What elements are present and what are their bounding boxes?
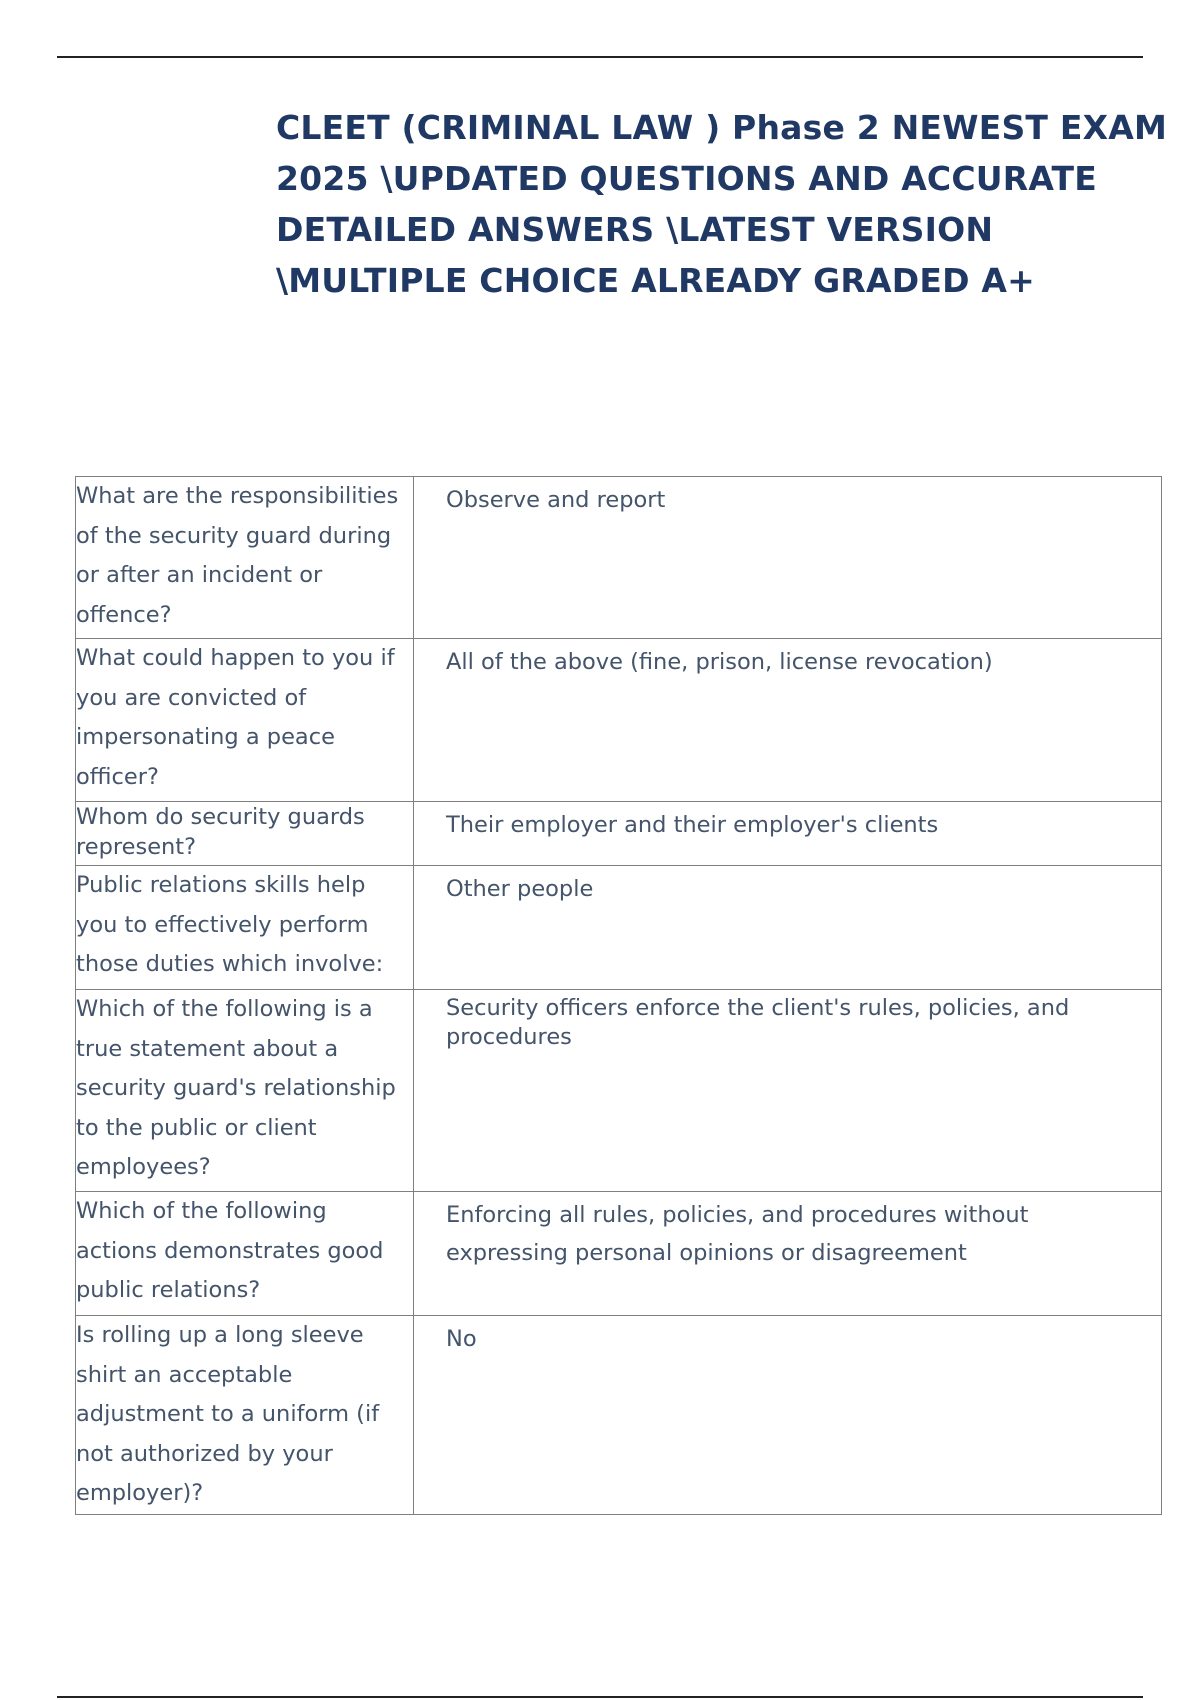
answer-cell: No [414, 1316, 1162, 1515]
table-row [76, 802, 1162, 866]
answer-cell: Other people [414, 866, 1162, 990]
top-rule [57, 56, 1143, 58]
question-cell: Which of the following is a true statement about a security guard's relationship to the public or client employees? [76, 990, 414, 1192]
table-row [76, 1316, 1162, 1515]
qa-table [75, 476, 1162, 1515]
answer-cell: All of the above (fine, prison, license revocation) [414, 639, 1162, 802]
table-row [76, 477, 1162, 639]
title-line: 2025 \UPDATED QUESTIONS AND ACCURATE [276, 159, 1098, 198]
question-cell: Whom do security guards represent? [76, 802, 414, 866]
question-cell: What are the responsibilities of the security guard during or after an incident or offence? [76, 477, 414, 639]
table-row [76, 1192, 1162, 1316]
question-cell: Is rolling up a long sleeve shirt an acceptable adjustment to a uniform (if not authorized by your employer)? [76, 1316, 414, 1515]
title-line: DETAILED ANSWERS \LATEST VERSION [276, 210, 994, 249]
question-cell: Public relations skills help you to effectively perform those duties which involve: [76, 866, 414, 990]
answer-cell: Their employer and their employer's clients [414, 802, 1162, 866]
title-line: \MULTIPLE CHOICE ALREADY GRADED A+ [276, 261, 1035, 300]
answer-cell: Security officers enforce the client's rules, policies, and procedures [414, 990, 1162, 1192]
bottom-rule [57, 1696, 1143, 1698]
table-row [76, 639, 1162, 802]
question-cell: What could happen to you if you are convicted of impersonating a peace officer? [76, 639, 414, 802]
table-row [76, 866, 1162, 990]
answer-cell: Enforcing all rules, policies, and procedures without expressing personal opinions or disagreement [414, 1192, 1162, 1316]
answer-cell: Observe and report [414, 477, 1162, 639]
question-cell: Which of the following actions demonstrates good public relations? [76, 1192, 414, 1316]
title-line: CLEET (CRIMINAL LAW ) Phase 2 NEWEST EXAM [276, 108, 1167, 147]
table-row [76, 990, 1162, 1192]
document-title [276, 102, 1186, 306]
